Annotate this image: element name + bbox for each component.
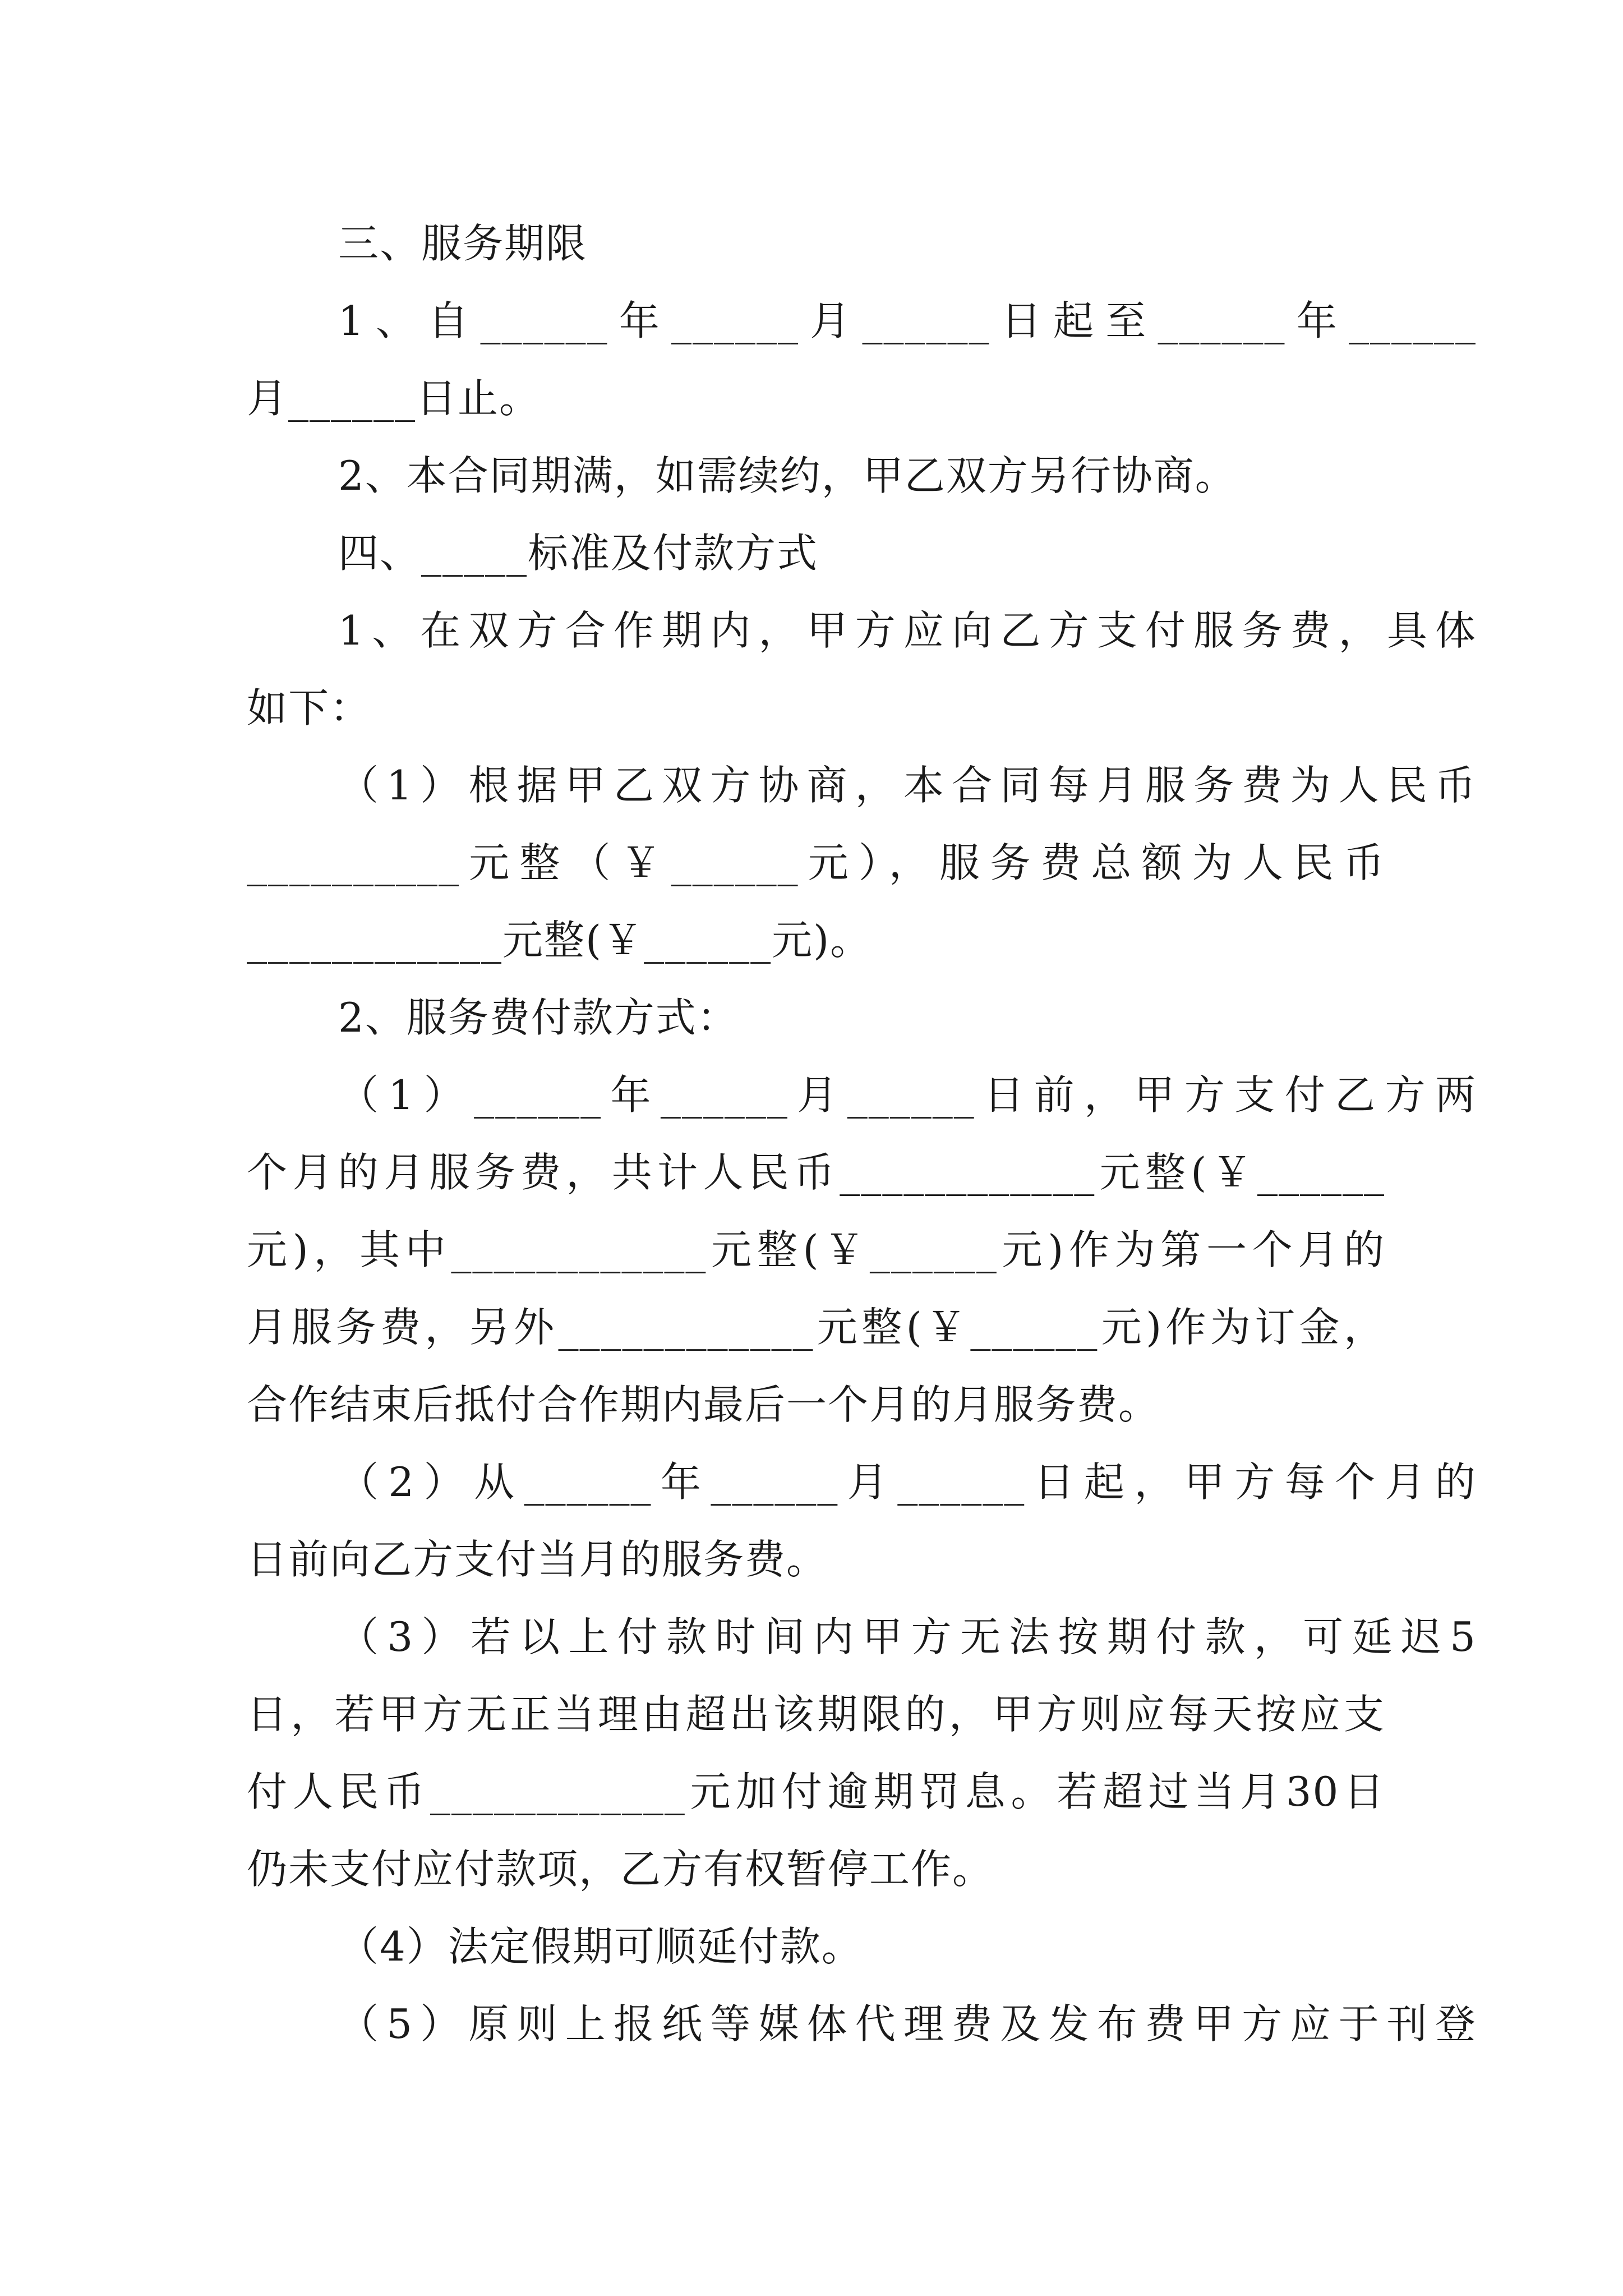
paragraph-line: 仍未支付应付款项，乙方有权暂停工作。 [247,1846,994,1893]
section-heading-fee-standard: 四、_____标准及付款方式 [338,530,819,577]
paragraph-line: 个月的月服务费，共计人民币____________元整(￥______ [247,1149,1385,1196]
paragraph-line: 如下： [247,684,372,731]
paragraph-line: 2、服务费付款方式： [338,994,739,1041]
paragraph-line: __________元整（￥______元），服务费总额为人民币 [247,839,1385,886]
paragraph-line: 1、自______年______月______日起至______年______ [338,297,1477,344]
paragraph-line: 月______日止。 [247,375,541,422]
paragraph-line: 日，若甲方无正当理由超出该期限的，甲方则应每天按应支 [247,1691,1385,1738]
paragraph-line: （3）若以上付款时间内甲方无法按期付款，可延迟5 [338,1613,1477,1660]
paragraph-line: 1、在双方合作期内，甲方应向乙方支付服务费，具体 [338,607,1477,654]
paragraph-line: （2）从______年______月______日起，甲方每个月的 [338,1458,1477,1506]
paragraph-line: 付人民币____________元加付逾期罚息。若超过当月30日 [247,1768,1385,1815]
paragraph-line: （1）______年______月______日前，甲方支付乙方两 [338,1071,1477,1119]
paragraph-line: 合作结束后抵付合作期内最后一个月的月服务费。 [247,1381,1160,1428]
paragraph-line: 月服务费，另外____________元整(￥______元)作为订金， [247,1304,1385,1351]
paragraph-line: ____________元整(￥______元)。 [247,917,872,964]
paragraph-line: 日前向乙方支付当月的服务费。 [247,1536,828,1583]
paragraph-line: （5）原则上报纸等媒体代理费及发布费甲方应于刊登 [338,2000,1477,2047]
paragraph-line: （1）根据甲乙双方协商，本合同每月服务费为人民币 [338,762,1477,809]
section-heading-service-term: 三、服务期限 [338,220,588,267]
paragraph-line: （4）法定假期可顺延付款。 [338,1923,863,1970]
paragraph-line: 元)，其中____________元整(￥______元)作为第一个月的 [247,1226,1385,1273]
paragraph-line: 2、本合同期满，如需续约，甲乙双方另行协商。 [338,452,1237,499]
